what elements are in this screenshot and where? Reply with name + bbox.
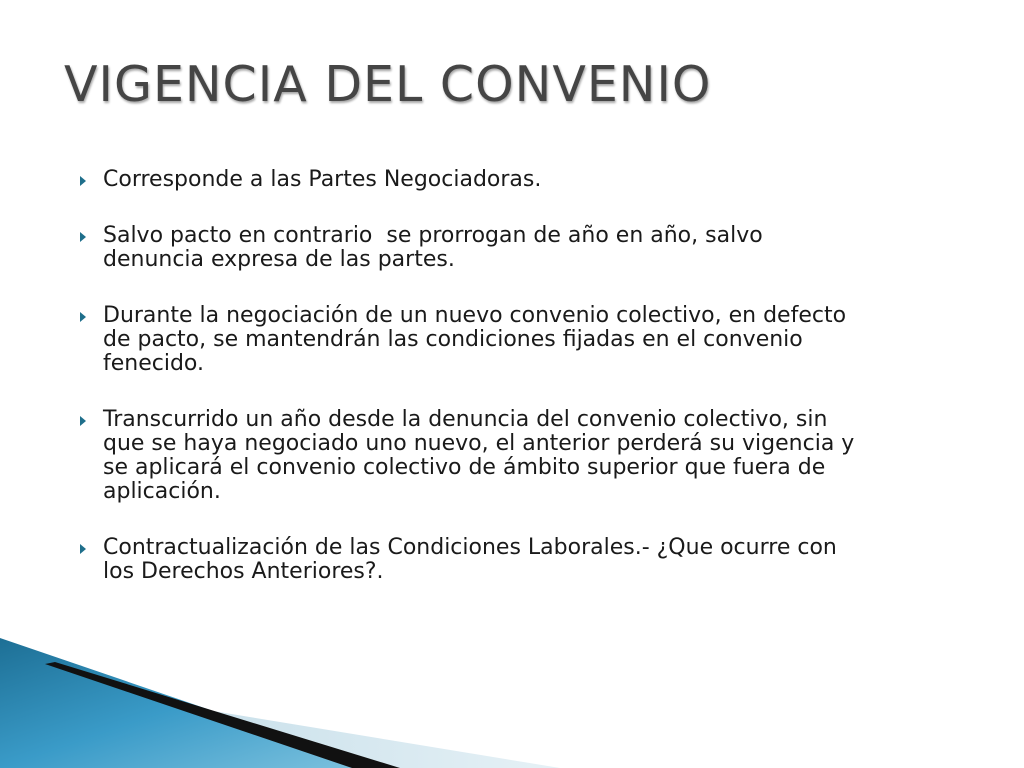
triangle-bullet-icon (80, 232, 86, 242)
bullet-list (80, 168, 980, 616)
triangle-bullet-icon (80, 312, 86, 322)
bullet-item (80, 168, 980, 192)
corner-decoration (0, 638, 1024, 768)
bullet-item (80, 536, 980, 584)
bullet-item (80, 224, 980, 272)
triangle-bullet-icon (80, 416, 86, 426)
bullet-text: Transcurrido un año desde la denuncia del convenio colectivo, sin que se haya negociado uno nuevo, el anterior perderá su vigencia y se aplicará el convenio colectivo de ámbito superior que fuera de aplicación. (103, 407, 855, 504)
bullet-text: Corresponde a las Partes Negociadoras. (103, 167, 542, 192)
bullet-text: Contractualización de las Condiciones Laborales.- ¿Que ocurre con los Derechos Anteriores?. (103, 535, 837, 584)
triangle-bullet-icon (80, 544, 86, 554)
bullet-item (80, 304, 980, 376)
bullet-text: Salvo pacto en contrario se prorrogan de año en año, salvo denuncia expresa de las partes. (103, 223, 763, 272)
bullet-item (80, 408, 980, 504)
slide-title: VIGENCIA DEL CONVENIO (64, 56, 712, 113)
triangle-bullet-icon (80, 176, 86, 186)
bullet-text: Durante la negociación de un nuevo convenio colectivo, en defecto de pacto, se mantendrán las condiciones fijadas en el convenio fenecido. (103, 303, 847, 376)
